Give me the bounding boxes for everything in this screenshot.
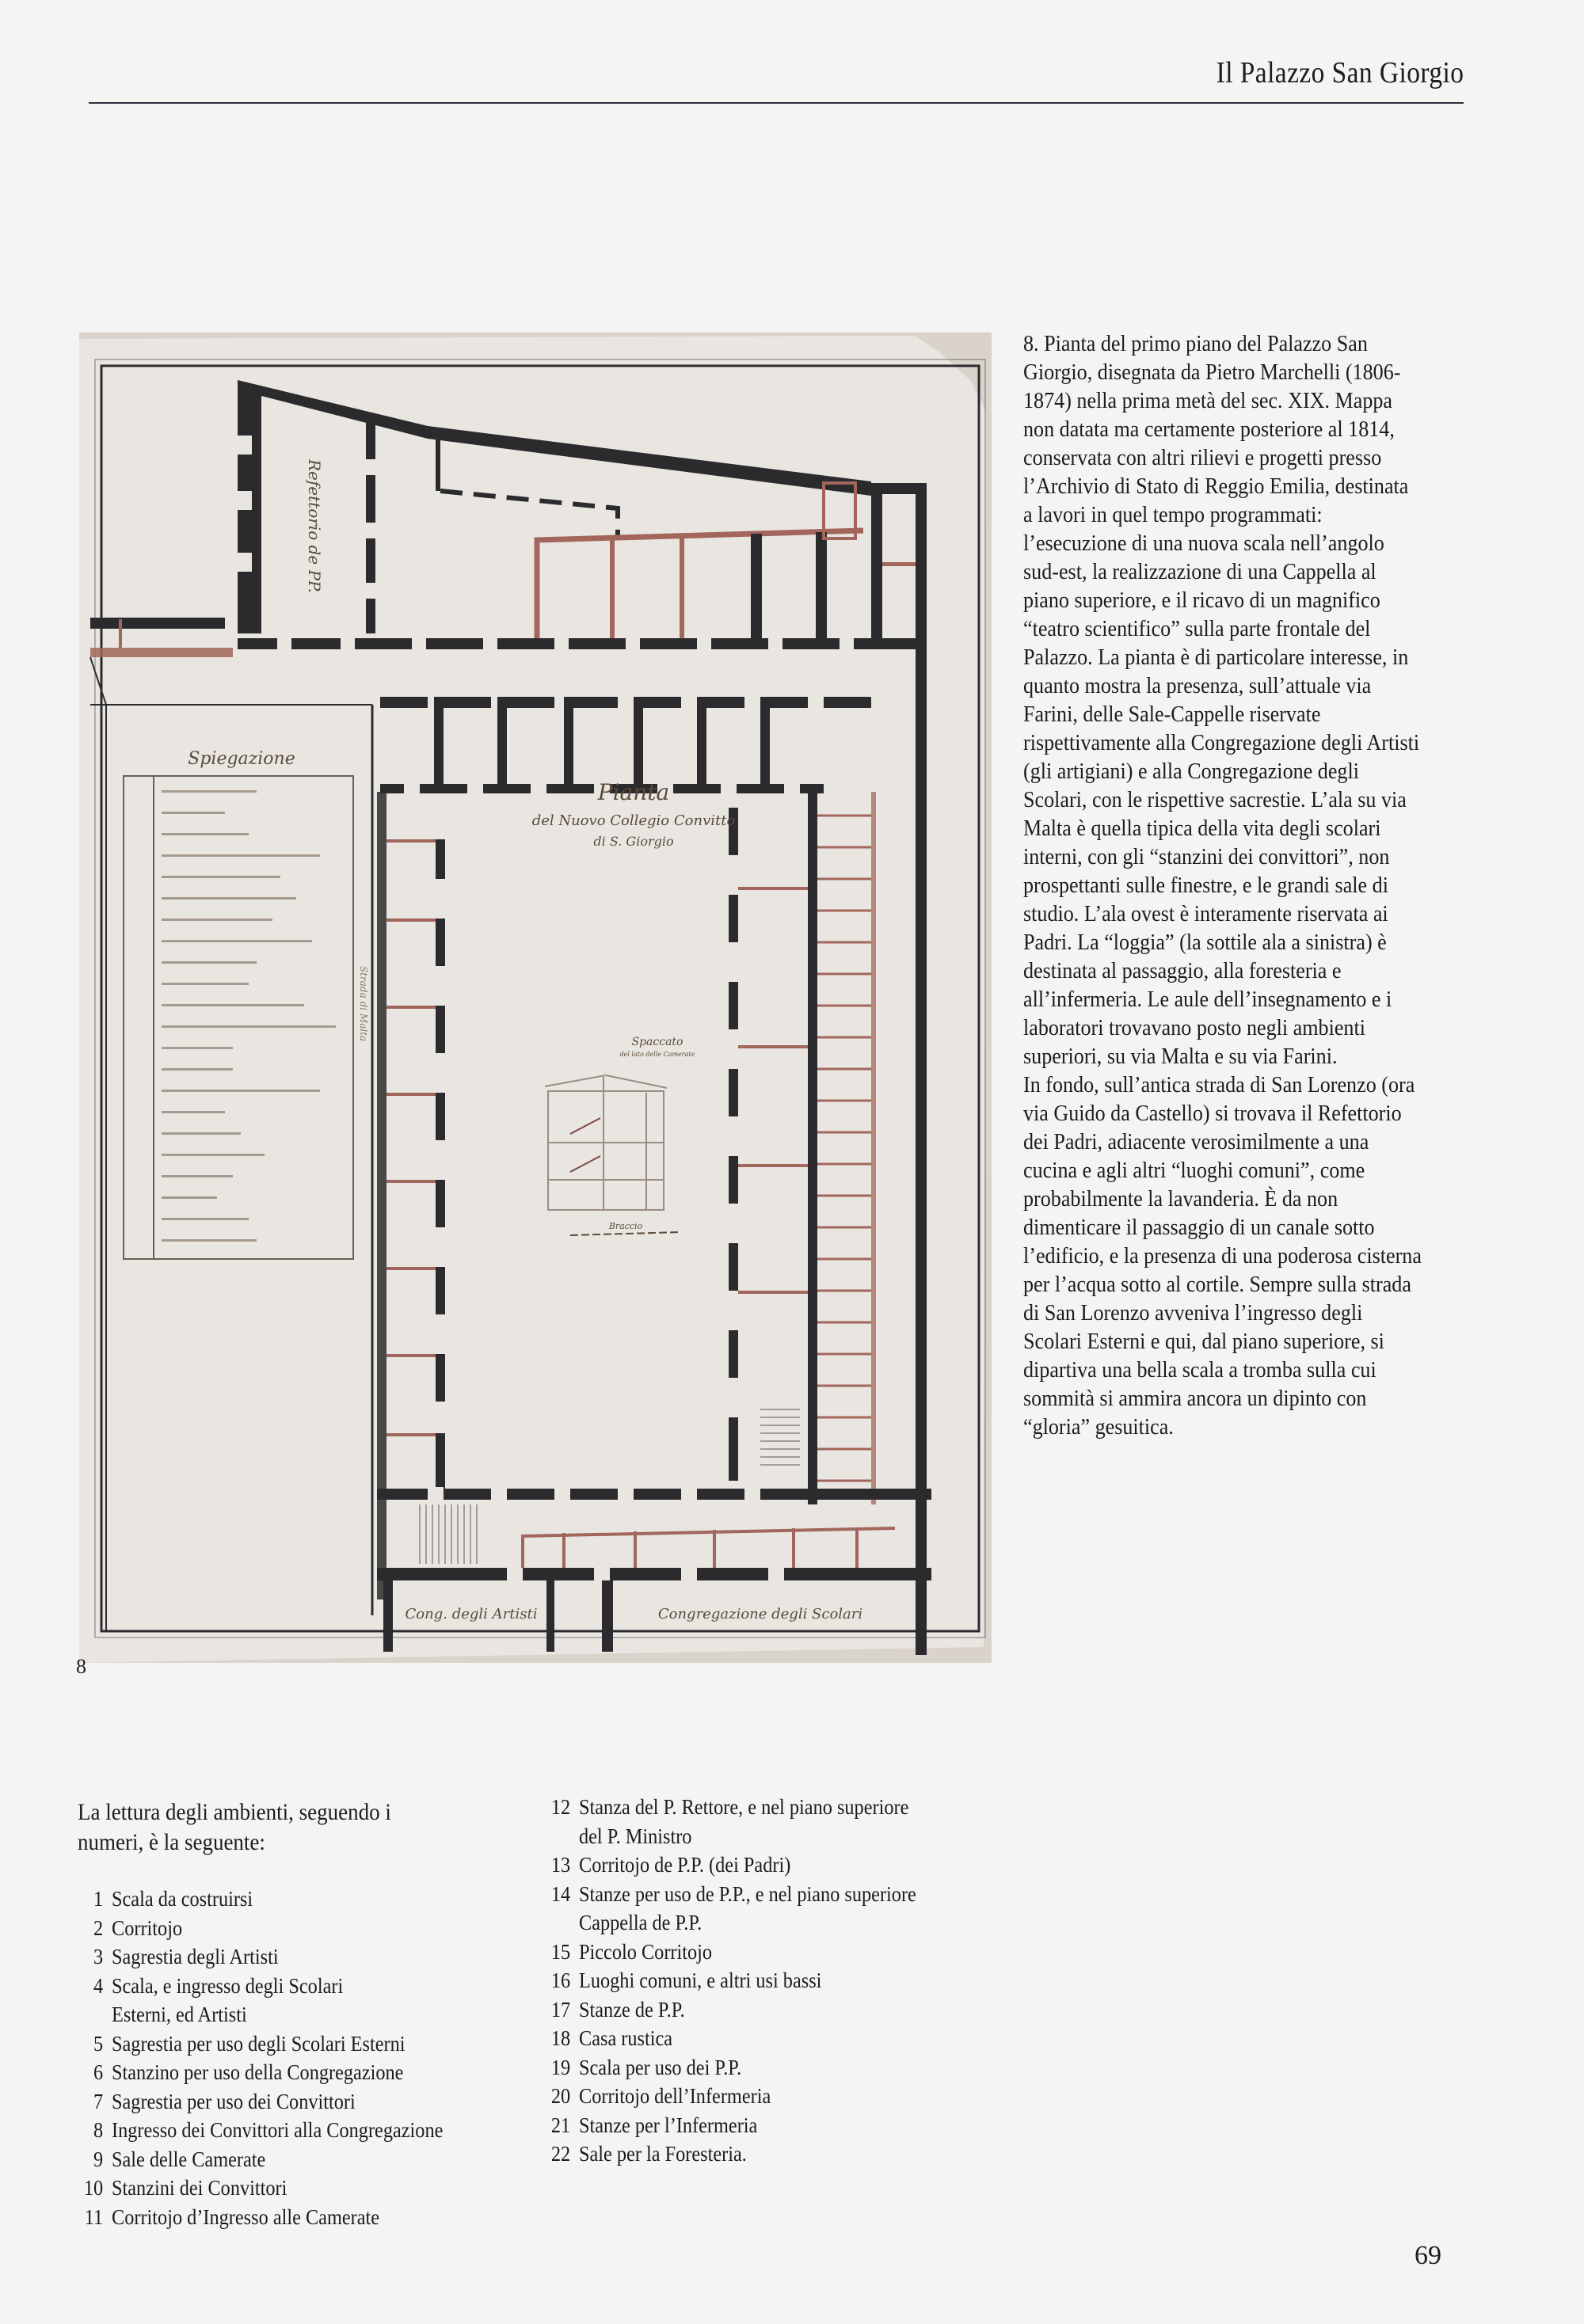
refectory-label: Refettorio de PP. [305,459,324,593]
legend-intro: La lettura degli ambienti, seguendo i numeri, è la seguente: [78,1799,391,1855]
legend-item: 22 Sale per la Foresteria. [550,2142,747,2166]
hall-artists-label: Cong. degli Artisti [405,1606,538,1622]
legend-item: 6 Stanzino per uso della Congregazione [93,2060,404,2084]
legend-item: 17 Stanze de P.P. [550,1997,685,2022]
legend-item: 15 Piccolo Corritojo [550,1939,713,1964]
legend-item: 19 Scala per uso dei P.P. [550,2055,742,2079]
caption-paragraph-1: 8. Pianta del primo piano del Palazzo San Giorgio, disegnata da Pietro Marchelli (1806-1874) nella prima metà del sec. XIX. Mappa non datata ma certamente posteriore al 1814, conservata con altri rilievi e progetti presso l’Archivio di Stato di Reggio Emilia, destinata a lavori in quel tempo programmati: l’esecuzione di una nuova scala nell’angolo sud-est, la realizzazione di una Cappella al piano superiore, e il ricavo di un magnifico “teatro scientifico” sulla parte frontale del Palazzo. La pianta è di particolare interesse, in quanto mostra la presenza, sull’attuale via Farini, delle Sale-Cappelle riservate rispettivamente alla Congregazione degli Artisti (gli artigiani) e alla Congregazione degli Scolari, con le rispettive sacrestie. L’ala su via Malta è quella tipica della vita degli scolari interni, con gli “stanzini dei convittori”, non prospettanti sulle finestre, e le grandi sale di studio. L’ala ovest è interamente riservata ai Padri. La “loggia” (la sottile ala a sinistra) è destinata al passaggio, alla foresteria e all’infermeria. Le aule dell’insegnamento e i laboratori trovavano posto negli ambienti superiori, su via Malta e su via Farini. [1023,331,1420,1069]
legend-item: 11 Corritojo d’Ingresso alle Camerate [84,2204,380,2229]
legend-item: 12 Stanza del P. Rettore, e nel piano superiore del P. Ministro [550,1795,909,1848]
svg-text:del lato delle Camerate: del lato delle Camerate [619,1051,695,1058]
floor-plan-drawing [79,333,992,1663]
svg-text:di S. Giorgio: di S. Giorgio [593,834,674,849]
scale-label: Braccio [608,1221,643,1231]
legend-item: 2 Corritojo [93,1915,183,1940]
figure-caption [1023,329,1422,1441]
legend-item: 4 Scala, e ingresso degli Scolari Esterni, ed Artisti [93,1973,344,2026]
caption-paragraph-2: In fondo, sull’antica strada di San Lorenzo (ora via Guido da Castello) si trovava il Refettorio dei Padri, adiacente verosimilmente a una cucina e agli altri “luoghi comuni”, come probabilmente la lavanderia. È da non dimenticare il passaggio di un canale sotto l’edificio, e la presenza di una poderosa cisterna per l’acqua sotto al cortile. Sempre sulla strada di San Lorenzo avveniva l’ingresso degli Scolari Esterni e qui, dal piano superiore, si dipartiva una bella scala a tromba sulla cui sommità si ammira ancora un dipinto con “gloria” gesuitica. [1023,1072,1422,1440]
legend-item: 5 Sagrestia per uso degli Scolari Esterni [93,2031,406,2056]
running-title: Il Palazzo San Giorgio [1216,56,1464,89]
legend-item: 20 Corritojo dell’Infermeria [550,2084,771,2108]
figure-number: 8 [76,1655,86,1678]
plan-legend-heading: Spiegazione [188,749,295,769]
legend-column-1 [76,1885,518,2231]
legend-item: 18 Casa rustica [550,2026,673,2050]
paper-sheet [79,336,986,1663]
legend-item: 14 Stanze per uso de P.P., e nel piano superiore Cappella de P.P. [550,1881,916,1934]
legend-item: 16 Luoghi comuni, e altri usi bassi [550,1968,822,1992]
page-number: 69 [1415,2241,1441,2270]
hall-scholars-label: Congregazione degli Scolari [657,1606,863,1622]
floor-plan-figure [79,333,992,1663]
legend-item: 10 Stanzini dei Convittori [83,2176,287,2200]
svg-text:del Nuovo Collegio Convitto: del Nuovo Collegio Convitto [531,812,736,829]
svg-text:Strada di Malta: Strada di Malta [358,966,369,1042]
section-title: Spaccato [631,1036,683,1048]
legend-item: 7 Sagrestia per uso dei Convittori [93,2089,356,2113]
header-rule [89,102,1464,104]
legend-item: 1 Scala da costruirsi [93,1887,253,1911]
legend-item: 21 Stanze per l’Infermeria [550,2113,758,2137]
plan-title: Pianta [597,779,670,805]
legend-column-2 [543,1793,1000,2169]
legend-item: 8 Ingresso dei Convittori alla Congregazione [93,2118,444,2142]
legend-item: 9 Sale delle Camerate [93,2147,266,2171]
legend-item: 3 Sagrestia degli Artisti [93,1945,279,1968]
legend-item: 13 Corritojo de P.P. (dei Padri) [550,1853,791,1877]
